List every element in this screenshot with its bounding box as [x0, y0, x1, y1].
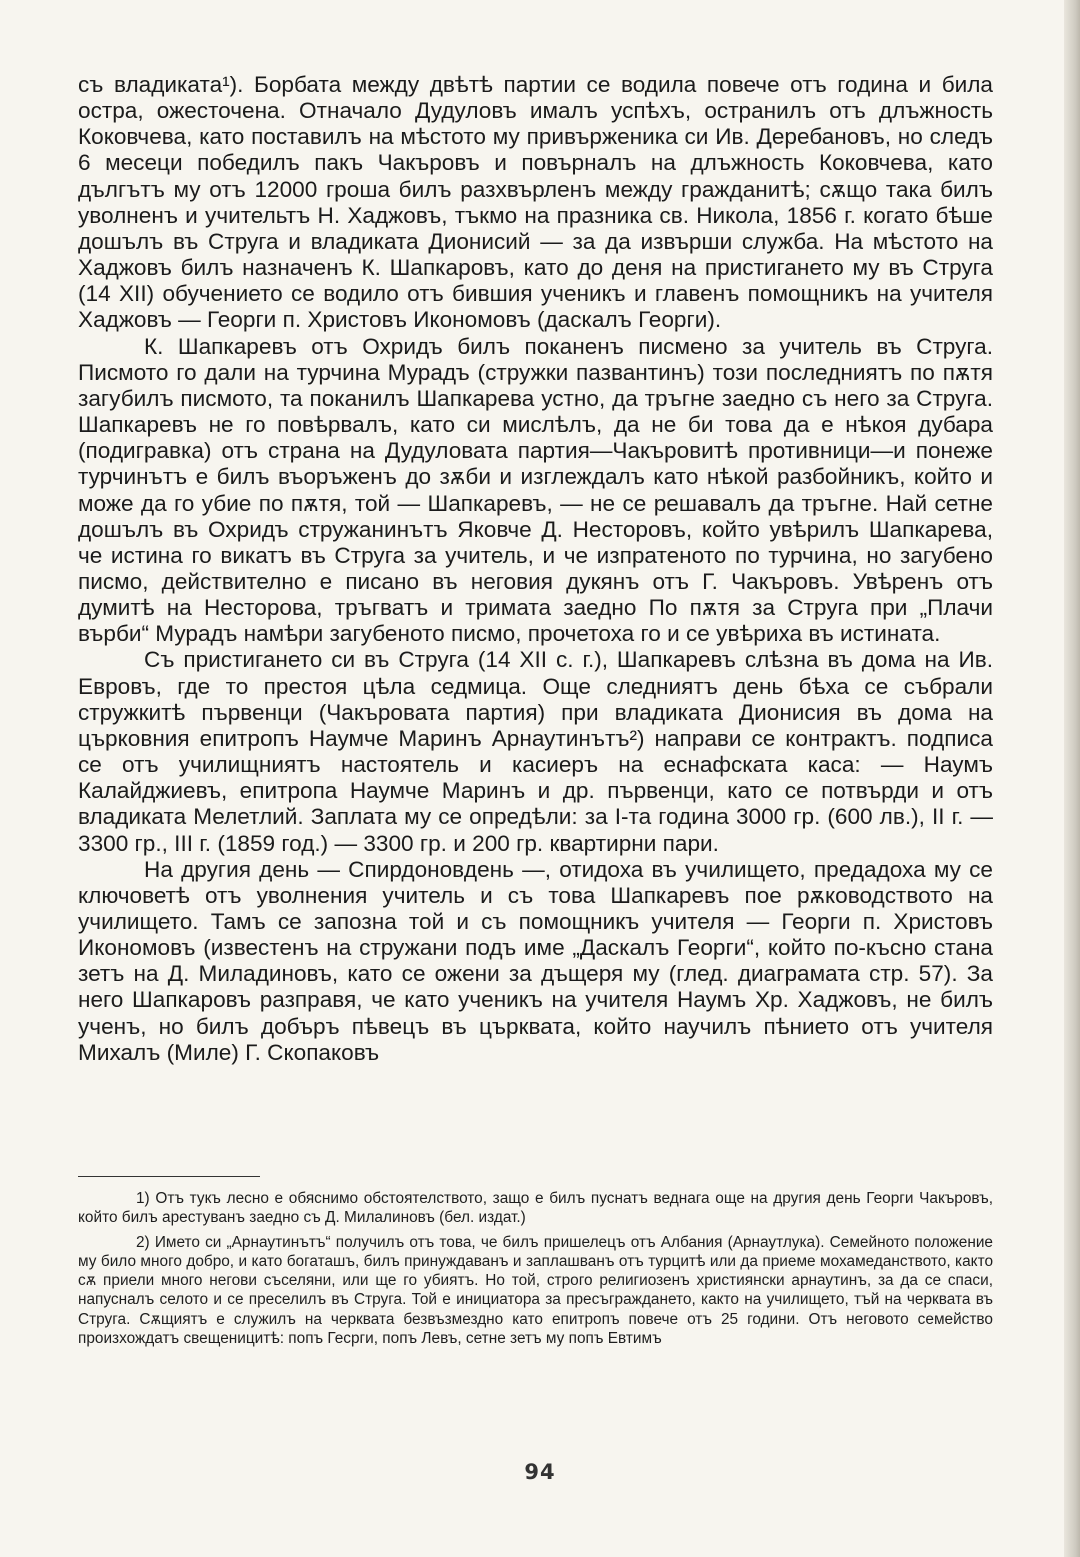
paragraph-4: На другия день — Спирдоновдень —, отидоха въ училището, предадоха му се ключоветѣ отъ уволнения учитель и съ това Шапкаревъ пое рѫководството на училището. Тамъ се запозна той и съ помощникъ учителя — Георги п. Христовъ Икономовъ (известенъ на стружани подъ име „Даскалъ Георги“, който по-късно стана зетъ на Д. Миладиновъ, като се ожени за дъщеря му (глед. диаграмата стр. 57). За него Шапкаровъ разправя, че като ученикъ на учителя Наумъ Хр. Хаджовъ, не билъ ученъ, но билъ добъръ пѣвецъ въ църквата, който научилъ пѣнието отъ учителя Михалъ (Миле) Г. Скопаковъ: [78, 856, 993, 1065]
footnote-separator: [78, 1176, 260, 1177]
footnote-1: 1) Отъ тукъ лесно е обяснимо обстоятелството, защо е билъ пуснатъ веднага още на другия день Георги Чакъровъ, който билъ арестуванъ заедно съ Д. Милалиновъ (бел. издат.): [78, 1190, 993, 1227]
paragraph-1: съ владиката¹). Борбата между двѣтѣ партии се водила повече отъ година и била остра, ожесточена. Отначало Дудуловъ ималъ успѣхъ, остранилъ отъ длъжность Коковчева, като поставилъ на мѣстото му привърженика си Ив. Деребановъ, но следъ 6 месеци победилъ пакъ Чакъровъ и повърналъ на длъжность Коковчева, като дългътъ му отъ 12000 гроша билъ разхвърленъ между гражданитѣ; сѫщо така билъ уволненъ и учительтъ Н. Хаджовъ, тъкмо на празника св. Никола, 1856 г. когато бѣше дошълъ въ Струга и владиката Дионисий — за да извърши служба. На мѣстото на Хаджовъ билъ назначенъ К. Шапкаровъ, като до деня на пристигането му въ Струга (14 XII) обучението се водило отъ бившия ученикъ и главенъ помощникъ на учителя Хаджовъ — Георги п. Христовъ Икономовъ (даскалъ Георги).: [78, 72, 993, 333]
paragraph-3: Съ пристигането си въ Струга (14 XII с. г.), Шапкаревъ слѣзна въ дома на Ив. Евровъ, где то престоя цѣла седмица. Още следниятъ день бѣха се събрали стружкитѣ първенци (Чакъровата партия) при владиката Дионисия въ дома на църковния епитропъ Наумче Маринъ Арнаутинътъ²) направи се контрактъ. подписа се отъ училищниятъ настоятель и касиеръ на еснафската каса: — Наумъ Калайджиевъ, епитропа Наумче Маринъ и др. първенци, като се потвърди и отъ владиката Мелетлий. Заплата му се опредѣли: за I-та година 3000 гр. (600 лв.), II г. — 3300 гр., III г. (1859 год.) — 3300 гр. и 200 гр. квартирни пари.: [78, 647, 993, 856]
main-text-body: [78, 72, 993, 1066]
paragraph-2: К. Шапкаревъ отъ Охридъ билъ поканенъ писмено за учитель въ Струга. Писмото го дали на турчина Мурадъ (стружки пазвантинъ) този последниятъ по пѫтя загубилъ писмото, та поканилъ Шапкарева устно, да тръгне заедно съ него за Струга. Шапкаревъ не го повѣрвалъ, като си мислѣлъ, да не би това да е нѣкоя дубара (подигравка) отъ страна на Дудуловата партия—Чакъровитѣ противници—и понеже турчинътъ е билъ въоръженъ до зѫби и изглеждалъ като нѣкой разбойникъ, който и може да го убие по пѫтя, той — Шапкаревъ, — не се решавалъ да тръгне. Най сетне дошълъ въ Охридъ стружанинътъ Яковче Д. Несторовъ, който увѣрилъ Шапкарева, че истина го викатъ въ Струга за учитель, и че изпратеното по турчина, но загубено писмо, действително е писано въ неговия дукянъ отъ Г. Чакъровъ. Увѣренъ отъ думитѣ на Несторова, тръгватъ и тримата заедно По пѫтя за Струга при „Плачи върби“ Мурадъ намѣри загубеното писмо, прочетоха го и се увѣриха въ истината.: [78, 333, 993, 647]
page-edge-shadow: [1064, 0, 1080, 1557]
footnote-2: 2) Името си „Арнаутинътъ“ получилъ отъ това, че билъ пришелецъ отъ Албания (Арнаутлука). Семейното положение му било много добро, и като богаташъ, билъ принуждаванъ и заплашванъ отъ турцитѣ или да приеме мохамеданството, както сѫ приели много негови съселяни, или ще го убиятъ. Но той, строго религиозенъ християнски арнаутинъ, за да се спаси, напусналъ селото и се преселилъ въ Струга. Той е инициатора за пресъграждането, както на училището, тъй на черквата въ Струга. Сѫщиятъ е служилъ на черквата безвъзмездно като епитропъ повече отъ 25 години. Отъ неговото семейство произхождатъ свещеницитѣ: попъ Гесрги, попъ Левъ, сетне зетъ му попъ Евтимъ: [78, 1234, 993, 1347]
page-number: 94: [524, 1460, 556, 1484]
footnotes: [78, 1189, 993, 1354]
